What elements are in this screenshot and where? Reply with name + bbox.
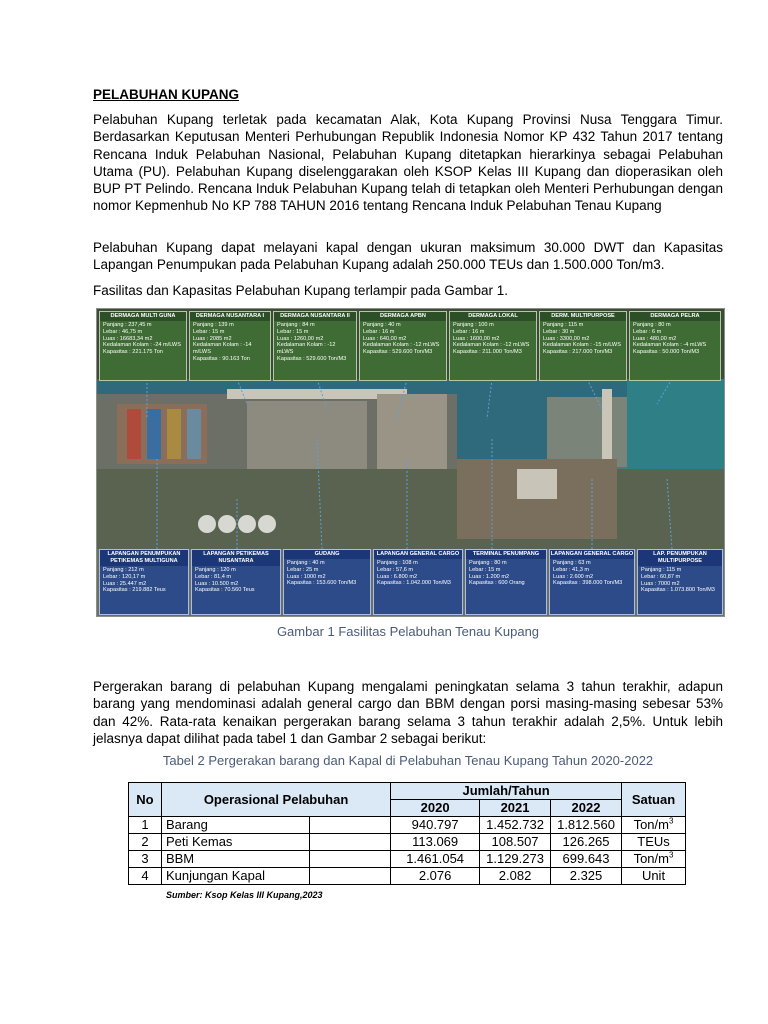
col-header-year: 2021 [480, 800, 551, 817]
col-header-year-group: Jumlah/Tahun [391, 783, 622, 800]
facility-title: LAPANGAN PENUMPUKAN PETIKEMAS MULTIGUNA [100, 550, 188, 566]
col-header-year: 2020 [391, 800, 480, 817]
facility-title: DERMAGA PELRA [630, 312, 720, 321]
facility-details: Panjang : 139 m Lebar : 15 m Luas : 2085 m2 Kedalaman Kolam : -14 m/LWS Kapasitas : 90.163 Ton [193, 322, 252, 362]
facility-label [189, 311, 271, 381]
facility-details: Panjang : 40 m Lebar : 25 m Luas : 1000 m2 Kapasitas : 153.600 Ton/M3 [287, 560, 357, 587]
facility-details: Panjang : 63 m Lebar : 41,3 m Luas : 2.600 m2 Kapasitas : 398.000 Ton/M3 [553, 560, 623, 587]
facility-label [273, 311, 357, 381]
facility-details: Panjang : 120 m Lebar : 81,4 m Luas : 10.500 m2 Kapasitas : 70.560 Teus [195, 567, 255, 594]
port-operations-table [128, 782, 686, 885]
facility-label [191, 549, 281, 615]
cell-name: Peti Kemas [161, 834, 309, 851]
facility-details: Panjang : 212 m Lebar : 120,17 m Luas : 25.447 m2 Kapasitas : 219.882 Teus [103, 567, 166, 594]
cell-empty [309, 817, 391, 834]
facility-label [629, 311, 721, 381]
cell-value: 113.069 [391, 834, 480, 851]
cell-value: 108.507 [480, 834, 551, 851]
cell-value: 1.452.732 [480, 817, 551, 834]
facility-label [99, 311, 187, 381]
cell-name: Kunjungan Kapal [161, 868, 309, 885]
cell-unit [622, 868, 686, 885]
table-row [129, 834, 686, 851]
paragraph-intro: Pelabuhan Kupang terletak pada kecamatan Alak, Kota Kupang Provinsi Nusa Tenggara Timur. Berdasarkan Keputusan Menteri Perhubungan Republik Indonesia Nomor KP 432 Tahun 2017 tentang Rencana Induk Pelabuhan Nasional, Pelabuhan Kupang ditetapkan hierarkinya sebagai Pelabuhan Utama (PU). Pelabuhan Kupang diselenggarakan oleh KSOP Kelas III Kupang dan dioperasikan oleh BUP PT Pelindo. Rencana Induk Pelabuhan Kupang telah di tetapkan oleh Menteri Perhubungan dengan nomor Kepmenhub No KP 788 TAHUN 2016 tentang Rencana Induk Pelabuhan Tenau Kupang [93, 112, 723, 214]
facility-title: LAP. PENUMPUKAN MULTIPURPOSE [638, 550, 722, 566]
facility-title: DERMAGA MULTI GUNA [100, 312, 186, 321]
cell-unit [622, 834, 686, 851]
unit-superscript: 3 [668, 816, 674, 826]
unit-text: Ton/m [633, 851, 669, 866]
facility-details: Panjang : 115 m Lebar : 30 m Luas : 3300,00 m2 Kedalaman Kolam : -15 m/LWS Kapasitas : 217.000 Ton/M3 [543, 322, 621, 356]
paragraph-facilities-ref: Fasilitas dan Kapasitas Pelabuhan Kupang terlampir pada Gambar 1. [93, 283, 508, 298]
table-header-row [129, 783, 686, 800]
cell-value: 1.129.273 [480, 851, 551, 868]
table-row [129, 851, 686, 868]
facility-details: Panjang : 108 m Lebar : 57,6 m Luas : 6.800 m2 Kapasitas : 1.042.000 Ton/M3 [377, 560, 451, 587]
cell-value: 940.797 [391, 817, 480, 834]
facility-title: LAPANGAN GENERAL CARGO [550, 551, 634, 557]
section-heading: PELABUHAN KUPANG [93, 87, 240, 102]
cell-value: 2.082 [480, 868, 551, 885]
table-row [129, 817, 686, 834]
facility-label [637, 549, 723, 615]
cell-value: 699.643 [551, 851, 622, 868]
facility-title: DERM. MULTIPURPOSE [540, 312, 626, 321]
facility-title: LAPANGAN PETIKEMAS NUSANTARA [192, 550, 280, 566]
col-header-unit: Satuan [622, 783, 686, 817]
facility-title: DERMAGA LOKAL [450, 312, 536, 321]
table-caption: Tabel 2 Pergerakan barang dan Kapal di Pelabuhan Tenau Kupang Tahun 2020-2022 [162, 753, 654, 768]
facility-label [465, 549, 547, 615]
facility-details: Panjang : 115 m Lebar : 60,87 m Luas : 7000 m2 Kapasitas : 1.073.800 Ton/M3 [641, 567, 715, 594]
facility-label [449, 311, 537, 381]
port-facilities-figure [96, 308, 725, 617]
facility-label [373, 549, 463, 615]
facility-label [549, 549, 635, 615]
facility-title: DERMAGA NUSANTARA I [190, 312, 270, 321]
cell-value: 2.325 [551, 868, 622, 885]
unit-superscript: 3 [668, 850, 674, 860]
cell-no: 1 [129, 817, 162, 834]
facility-title: LAPANGAN GENERAL CARGO [374, 550, 462, 559]
facility-label [359, 311, 447, 381]
cell-value: 2.076 [391, 868, 480, 885]
cell-value: 126.265 [551, 834, 622, 851]
cell-name: Barang [161, 817, 309, 834]
paragraph-cargo-movement: Pergerakan barang di pelabuhan Kupang mengalami peningkatan selama 3 tahun terakhir, adapun barang yang mendominasi adalah general cargo dan BBM dengan porsi masing-masing sebesar 53% dan 42%. Rata-rata kenaikan pergerakan barang selama 3 tahun terakhir adalah 2,5%. Untuk lebih jelasnya dapat dilihat pada tabel 1 dan Gambar 2 sebagai berikut: [93, 679, 723, 746]
cell-no: 2 [129, 834, 162, 851]
col-header-operation: Operasional Pelabuhan [161, 783, 390, 817]
facility-details: Panjang : 237,45 m Lebar : 46,75 m Luas : 16683,34 m2 Kedalaman Kolam : -24 m/LWS Kapasitas : 221.175 Ton [103, 322, 181, 356]
facility-label [99, 549, 189, 615]
col-header-no: No [129, 783, 162, 817]
table-source: Sumber: Ksop Kelas III Kupang,2023 [166, 890, 323, 900]
facility-title: DERMAGA NUSANTARA II [274, 312, 356, 321]
cell-no: 4 [129, 868, 162, 885]
cell-value: 1.812.560 [551, 817, 622, 834]
facility-details: Panjang : 40 m Lebar : 16 m Luas : 640,00 m2 Kedalaman Kolam : -12 mLWS Kapasitas : 529.600 Ton/M3 [363, 322, 440, 356]
cell-empty [309, 868, 391, 885]
cell-value: 1.461.054 [391, 851, 480, 868]
facility-label [539, 311, 627, 381]
facility-title: GUDANG [284, 550, 370, 559]
unit-text: Unit [641, 868, 666, 883]
unit-text: TEUs [637, 834, 670, 849]
facility-details: Panjang : 100 m Lebar : 16 m Luas : 1600,00 m2 Kedalaman Kolam : -12 mLWS Kapasitas : 211.000 Ton/M3 [453, 322, 530, 356]
col-header-year: 2022 [551, 800, 622, 817]
table-row [129, 868, 686, 885]
figure-caption: Gambar 1 Fasilitas Pelabuhan Tenau Kupang [276, 624, 540, 639]
facility-details: Panjang : 84 m Lebar : 15 m Luas : 1260,00 m2 Kedalaman Kolam : -12 mLWS Kapasitas : 529.600 Ton/M3 [277, 322, 347, 362]
unit-text: Ton/m [633, 817, 669, 832]
cell-empty [309, 834, 391, 851]
cell-no: 3 [129, 851, 162, 868]
cell-empty [309, 851, 391, 868]
paragraph-capacity: Pelabuhan Kupang dapat melayani kapal dengan ukuran maksimum 30.000 DWT dan Kapasitas Lapangan Penumpukan pada Pelabuhan Kupang adalah 250.000 TEUs dan 1.500.000 Ton/m3. [93, 240, 723, 273]
facility-details: Panjang : 80 m Lebar : 6 m Luas : 480,00 m2 Kedalaman Kolam : -4 mLWS Kapasitas : 50.000 Ton/M3 [633, 322, 707, 356]
cell-unit [622, 851, 686, 868]
cell-unit [622, 817, 686, 834]
facility-title: DERMAGA APBN [360, 312, 446, 321]
facility-label [283, 549, 371, 615]
facility-title: TERMINAL PENUMPANG [466, 550, 546, 559]
cell-name: BBM [161, 851, 309, 868]
facility-details: Panjang : 80 m Lebar : 15 m Luas : 1.200 m2 Kapasitas : 600 Orang [469, 560, 525, 587]
